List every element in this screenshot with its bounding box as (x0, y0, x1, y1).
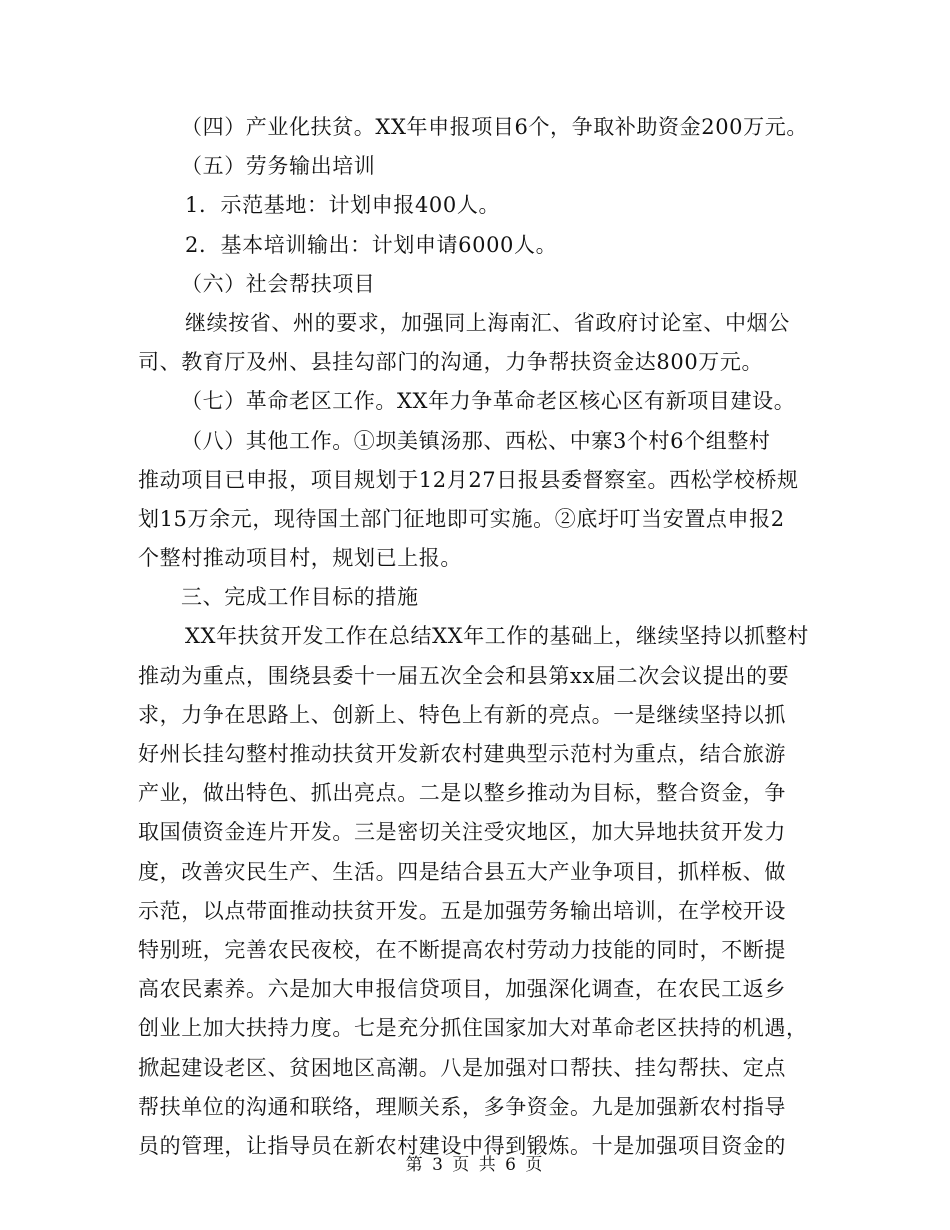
paragraph-measures-line-8: 示范，以点带面推动扶贫开发。五是加强劳务输出培训，在学校开设 (138, 898, 786, 923)
section-8-other-work-line-2: 推动项目已申报，项目规划于12月27日报县委督察室。西松学校桥规 (138, 467, 799, 492)
section-8-other-work-line-1: （八）其他工作。①坝美镇汤那、西松、中寨3个村6个组整村 (181, 428, 771, 453)
item-demo-base-line: 1．示范基地：计划申报400人。 (185, 193, 501, 218)
section-4-industrial-poverty-line: （四）产业化扶贫。XX年申报项目6个，争取补助资金200万元。 (181, 115, 808, 139)
paragraph-social-assistance-line-1: 继续按省、州的要求，加强同上海南汇、省政府讨论室、中烟公 (185, 310, 790, 335)
paragraph-measures-line-7: 度，改善灾民生产、生活。四是结合县五大产业争项目，抓样板、做 (138, 859, 786, 884)
document-body (138, 108, 818, 1166)
paragraph-measures-line-6: 取国债资金连片开发。三是密切关注受灾地区，加大异地扶贫开发力 (138, 820, 786, 845)
section-8-other-work-line-4: 个整村推动项目村，规划已上报。 (138, 546, 462, 571)
paragraph-measures-line-4: 好州长挂勾整村推动扶贫开发新农村建典型示范村为重点，结合旅游 (138, 742, 786, 766)
paragraph-measures-line-14: 员的管理，让指导员在新农村建设中得到锻炼。十是加强项目资金的 (138, 1133, 786, 1158)
paragraph-measures-line-12: 掀起建设老区、贫困地区高潮。八是加强对口帮扶、挂勾帮扶、定点 (138, 1055, 786, 1080)
paragraph-measures-line-11: 创业上加大扶持力度。七是充分抓住国家加大对革命老区扶持的机遇， (138, 1016, 808, 1041)
paragraph-measures-line-13: 帮扶单位的沟通和联络，理顺关系，多争资金。九是加强新农村指导 (138, 1094, 786, 1119)
paragraph-measures-line-9: 特别班，完善农民夜校，在不断提高农村劳动力技能的同时，不断提 (138, 937, 786, 962)
paragraph-measures-line-3: 求，力争在思路上、创新上、特色上有新的亮点。一是继续坚持以抓 (138, 702, 786, 727)
paragraph-measures-line-10: 高农民素养。六是加大申报信贷项目，加强深化调查，在农民工返乡 (138, 977, 786, 1002)
paragraph-measures-line-5: 产业，做出特色、抓出亮点。二是以整乡推动为目标，整合资金，争 (138, 781, 786, 806)
paragraph-social-assistance-line-2: 司、教育厅及州、县挂勾部门的沟通，力争帮扶资金达800万元。 (138, 350, 764, 375)
section-5-labor-training-heading: （五）劳务输出培训 (181, 154, 376, 179)
section-8-other-work-line-3: 划15万余元，现待国土部门征地即可实施。②底圩叮当安置点申报2 (138, 506, 785, 531)
page-number-footer: 第 3 页 共 6 页 (405, 1155, 545, 1175)
section-6-social-assistance-heading: （六）社会帮扶项目 (181, 271, 376, 296)
section-3-measures-heading: 三、完成工作目标的措施 (181, 585, 419, 610)
paragraph-measures-line-2: 推动为重点，围绕县委十一届五次全会和县第xx届二次会议提出的要 (138, 663, 790, 688)
item-basic-training-line: 2．基本培训输出：计划申请6000人。 (185, 232, 558, 257)
section-7-revolutionary-area-line: （七）革命老区工作。XX年力争革命老区核心区有新项目建设。 (181, 389, 796, 414)
paragraph-measures-line-1: XX年扶贫开发工作在总结XX年工作的基础上，继续坚持以抓整村 (185, 624, 809, 649)
